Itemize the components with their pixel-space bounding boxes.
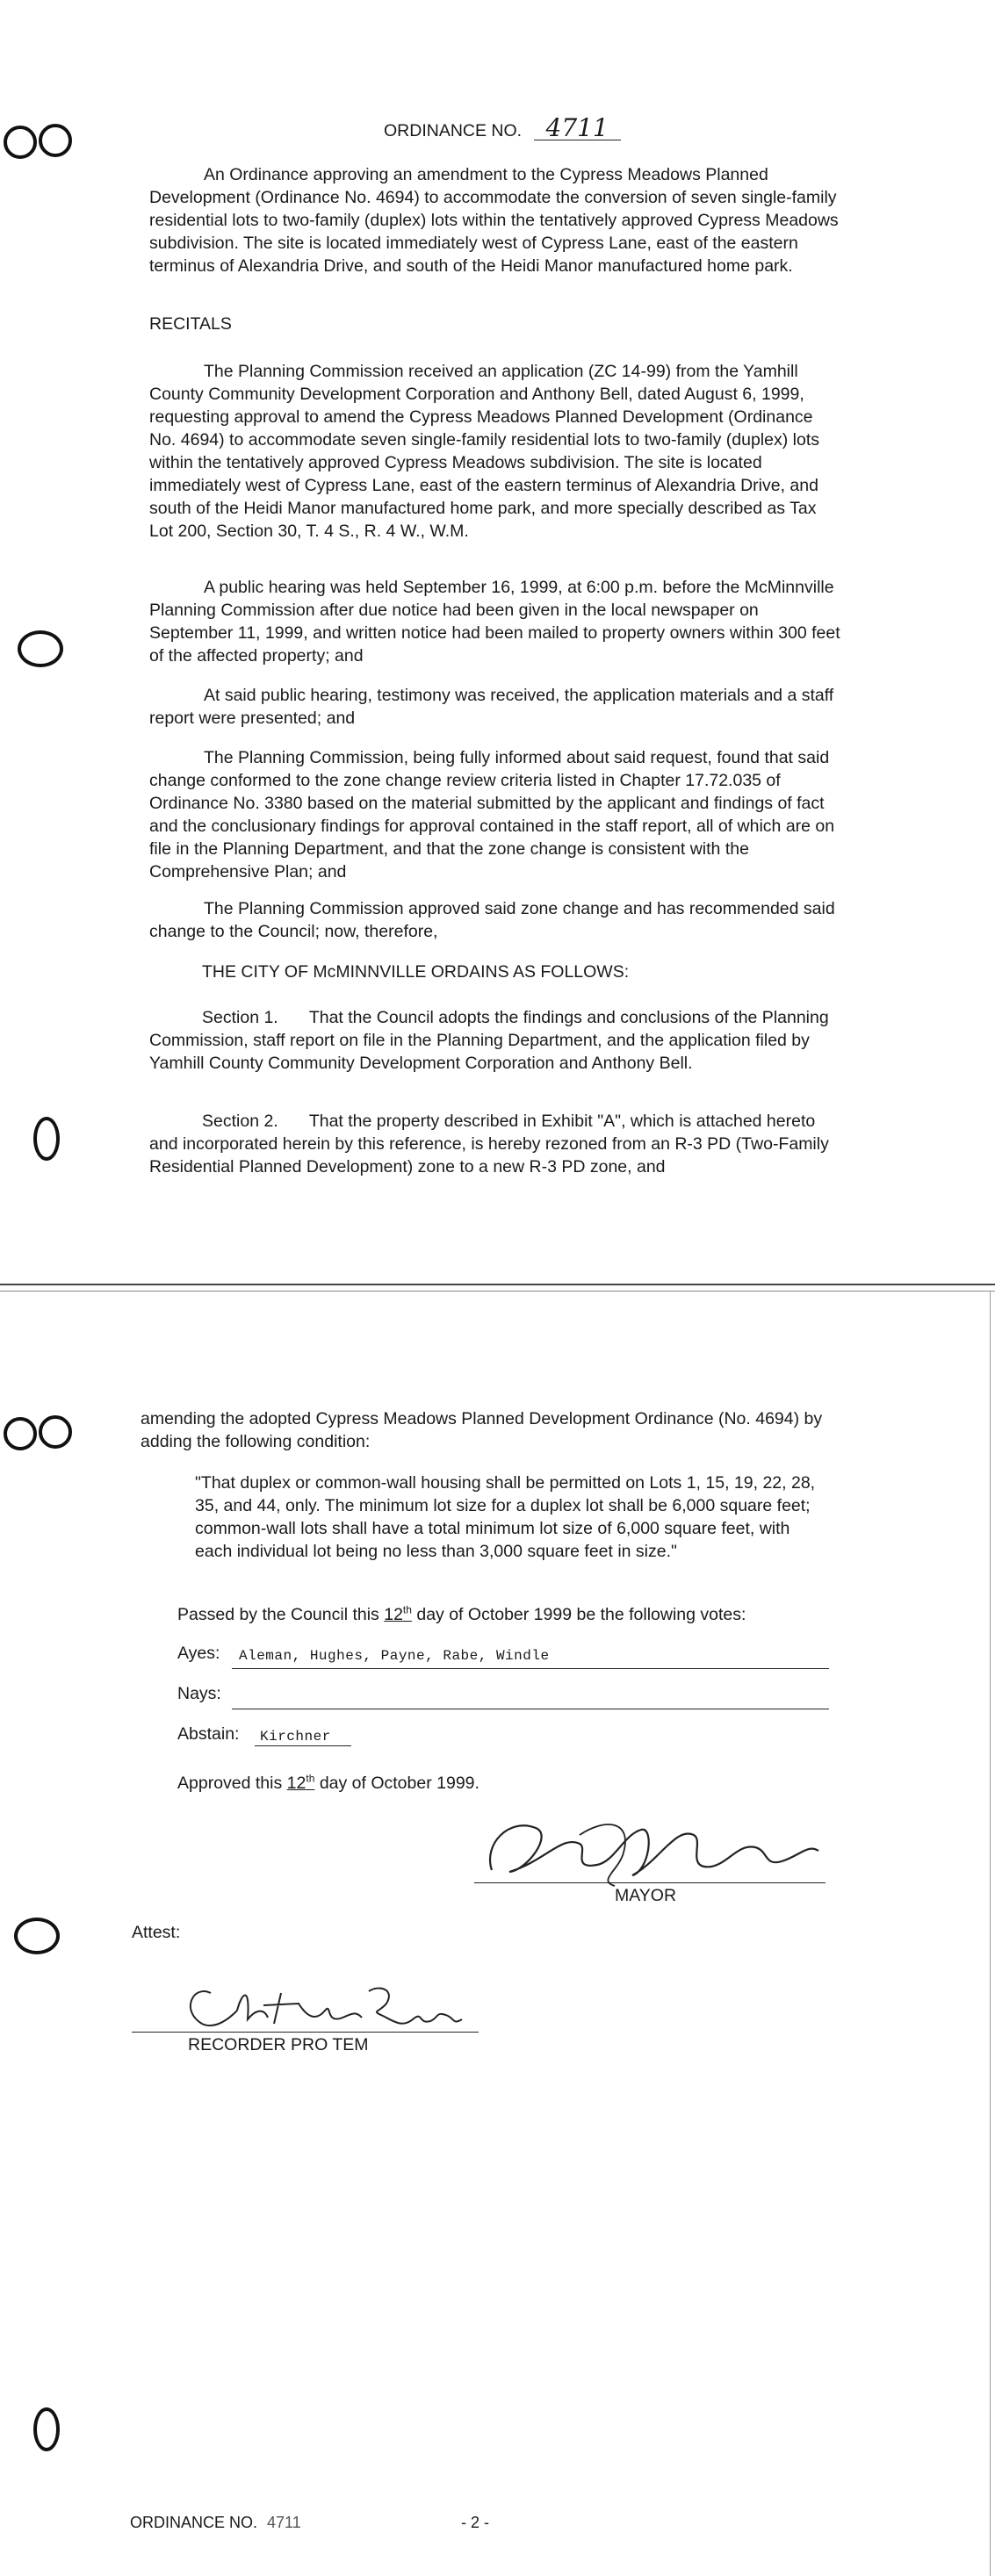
recitals-heading: RECITALS: [149, 314, 232, 334]
section-2-text: That the property described in Exhibit "A", which is attached hereto and incorporated herein by this reference, is hereby rezoned from an R-3 PD (Two-Family Residential Planned Development) zone to a new R-3 PD zone, and: [149, 1112, 829, 1176]
page-number: - 2 -: [461, 2514, 490, 2531]
mayor-signature-image: [474, 1809, 826, 1888]
approved-line: [177, 1772, 479, 1795]
ayes-label: Ayes:: [177, 1644, 220, 1663]
binder-hole-right: [39, 1415, 72, 1449]
ordinance-intro: An Ordinance approving an amendment to the Cypress Meadows Planned Development (Ordinance No. 4694) to accommodate the conversion of seven single-family residential lots to two-family (duplex) lots within the tentatively approved Cypress Meadows subdivision. The site is located immediately west of Cypress Lane, east of the eastern terminus of Alexandria Drive, and south of the Heidi Manor manufactured home park.: [149, 165, 839, 276]
binder-hole-right: [39, 124, 72, 157]
recorder-label: RECORDER PRO TEM: [188, 2035, 369, 2054]
ordinance-number: 4711: [534, 117, 621, 140]
mayor-label: MAYOR: [615, 1886, 677, 1905]
binder-hole-lower: [33, 2407, 60, 2451]
recorder-signature: [176, 1975, 465, 2037]
passed-line: [177, 1603, 746, 1626]
section-1-text: That the Council adopts the findings and conclusions of the Planning Commission, staff report on file in the Planning Department, and the application filed by Yamhill County Community Development Corporation and Anthony Bell.: [149, 1008, 829, 1073]
recital-public-hearing: A public hearing was held September 16, 1999, at 6:00 p.m. before the McMinnville Planning Commission after due notice had been given in the local newspaper on September 11, 1999, and written notice had been mailed to property owners within 300 feet of the affected property; and: [149, 578, 840, 666]
ordinance-title: [384, 113, 621, 142]
approved-prefix: Approved this: [177, 1774, 283, 1793]
nays-label: Nays:: [177, 1684, 221, 1703]
passed-suffix: day of October 1999 be the following votes:: [416, 1605, 746, 1624]
recital-testimony: At said public hearing, testimony was received, the application materials and a staff report were presented; and: [149, 686, 834, 728]
binder-hole-left: [4, 1417, 37, 1450]
recital-findings: The Planning Commission, being fully informed about said request, found that said change conformed to the zone change review criteria listed in Chapter 17.72.035 of Ordinance No. 3380 based on the material submitted by the applicant and findings of fact and the conclusionary findings for approval contained in the staff report, all of which are on file in the Planning Department, and that the zone change is consistent with the Comprehensive Plan; and: [149, 748, 835, 881]
abstain-value: Kirchner: [260, 1729, 331, 1745]
attest-label: Attest:: [132, 1923, 181, 1942]
mayor-signature: [474, 1809, 826, 1888]
ayes-value: Aleman, Hughes, Payne, Rabe, Windle: [239, 1648, 550, 1664]
mayor-line: [474, 1882, 826, 1883]
binder-hole-lower: [33, 1117, 60, 1161]
approved-day: 12th: [286, 1772, 315, 1793]
ordains-heading: THE CITY OF McMINNVILLE ORDAINS AS FOLLOWS:: [202, 962, 630, 982]
page-separator: [0, 1284, 995, 1285]
approved-suffix: day of October 1999.: [319, 1774, 479, 1793]
binder-hole-mid: [18, 630, 63, 667]
section-2-continuation: amending the adopted Cypress Meadows Planned Development Ordinance (No. 4694) by adding the following condition:: [141, 1409, 823, 1451]
ayes-line: [232, 1668, 829, 1669]
footer-ordinance-number: 4711: [267, 2514, 301, 2531]
condition-quote: "That duplex or common-wall housing shall be permitted on Lots 1, 15, 19, 22, 28, 35, and 44, only. The minimum lot size for a duplex lot shall be 6,000 square feet; common-wall lots shall have a total minimum lot size of 6,000 square feet, with each individual lot being no less than 3,000 square feet in size.": [195, 1473, 816, 1561]
recorder-signature-image: [176, 1975, 465, 2037]
passed-prefix: Passed by the Council this: [177, 1605, 379, 1624]
page-separator-2: [0, 1291, 995, 1292]
binder-hole-left: [4, 126, 37, 159]
section-1: [149, 1006, 843, 1075]
binder-hole-mid: [14, 1918, 60, 1954]
recorder-line: [132, 2032, 479, 2033]
section-2: [149, 1110, 843, 1178]
passed-day: 12th: [384, 1603, 412, 1624]
footer-ordinance-prefix: ORDINANCE NO.: [130, 2514, 258, 2531]
footer-ordinance: [130, 2511, 301, 2534]
abstain-label: Abstain:: [177, 1724, 240, 1744]
section-1-label: Section 1.: [202, 1008, 278, 1027]
section-2-label: Section 2.: [202, 1112, 278, 1131]
page-edge: [990, 1291, 991, 2576]
recital-application: The Planning Commission received an application (ZC 14-99) from the Yamhill County Community Development Corporation and Anthony Bell, dated August 6, 1999, requesting approval to amend the Cypress Meadows Planned Development (Ordinance No. 4694) to accommodate seven single-family residential lots to two-family (duplex) lots within the tentatively approved Cypress Meadows subdivision. The site is located immediately west of Cypress Lane, east of the eastern terminus of Alexandria Drive, and south of the Heidi Manor manufactured home park, and more specially described as Tax Lot 200, Section 30, T. 4 S., R. 4 W., W.M.: [149, 362, 819, 541]
recital-recommendation: The Planning Commission approved said zone change and has recommended said change to the Council; now, therefore,: [149, 899, 835, 941]
ordinance-title-prefix: ORDINANCE NO.: [384, 121, 523, 140]
